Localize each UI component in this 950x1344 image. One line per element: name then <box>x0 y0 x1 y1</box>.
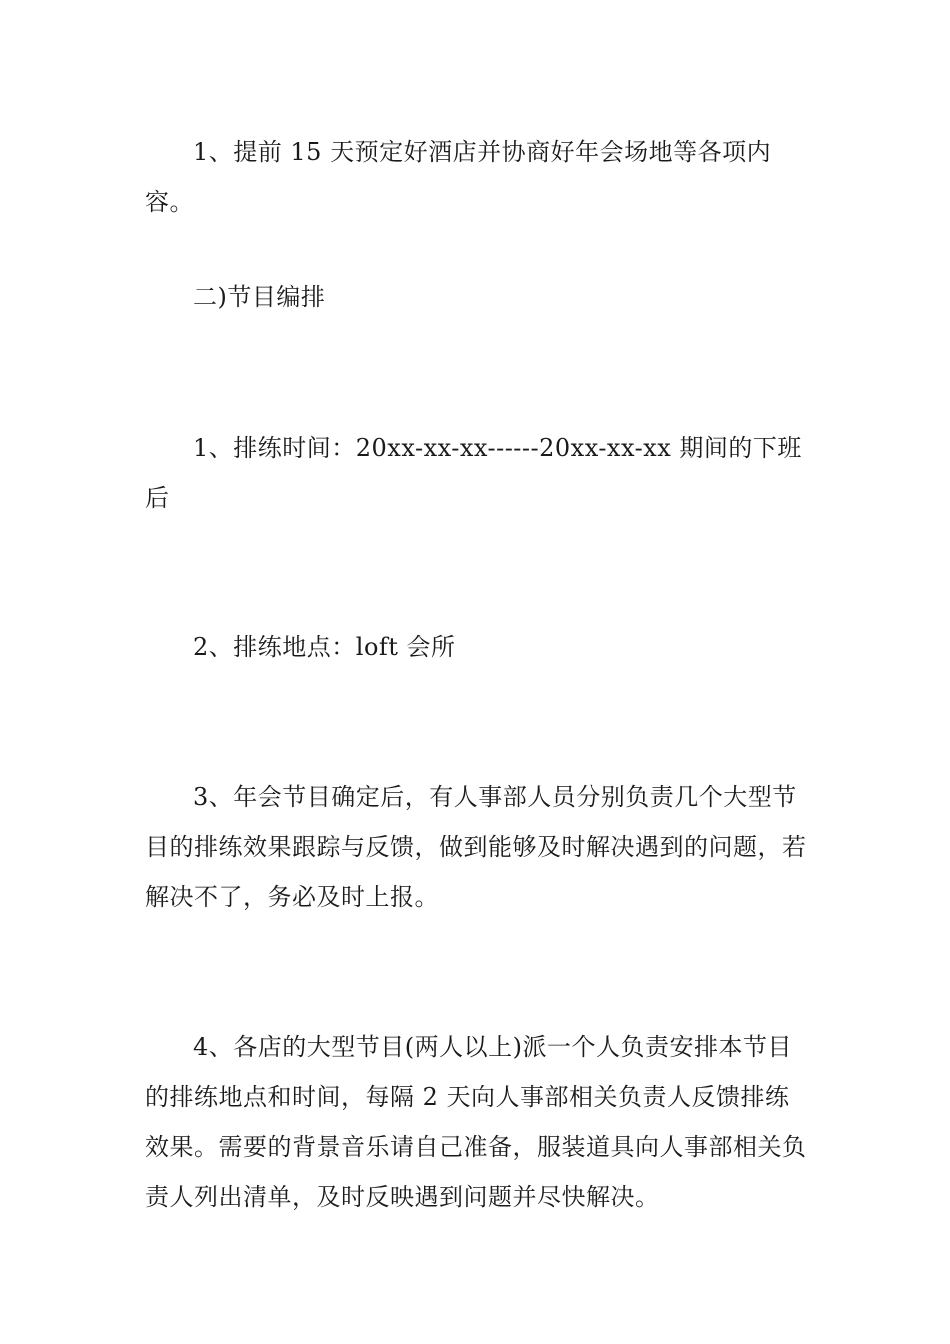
section-heading-program-arrangement: 二)节目编排 <box>193 283 326 311</box>
paragraph-program-tracking: 3、年会节目确定后，有人事部人员分别负责几个大型节目的排练效果跟踪与反馈，做到能够及时解决遇到的问题，若解决不了，务必及时上报。 <box>145 783 807 911</box>
paragraph-rehearsal-time: 1、排练时间：20xx-xx-xx------20xx-xx-xx 期间的下班后 <box>145 434 802 512</box>
paragraph-rehearsal-location: 2、排练地点：loft 会所 <box>193 633 456 661</box>
paragraph-store-programs: 4、各店的大型节目(两人以上)派一个人负责安排本节目的排练地点和时间，每隔 2 天向人事部相关负责人反馈排练效果。需要的背景音乐请自己准备，服装道具向人事部相关负责人列出清单，及时反映遇到问题并尽快解决。 <box>145 1033 807 1211</box>
paragraph-venue-booking: 1、提前 15 天预定好酒店并协商好年会场地等各项内容。 <box>145 138 772 216</box>
